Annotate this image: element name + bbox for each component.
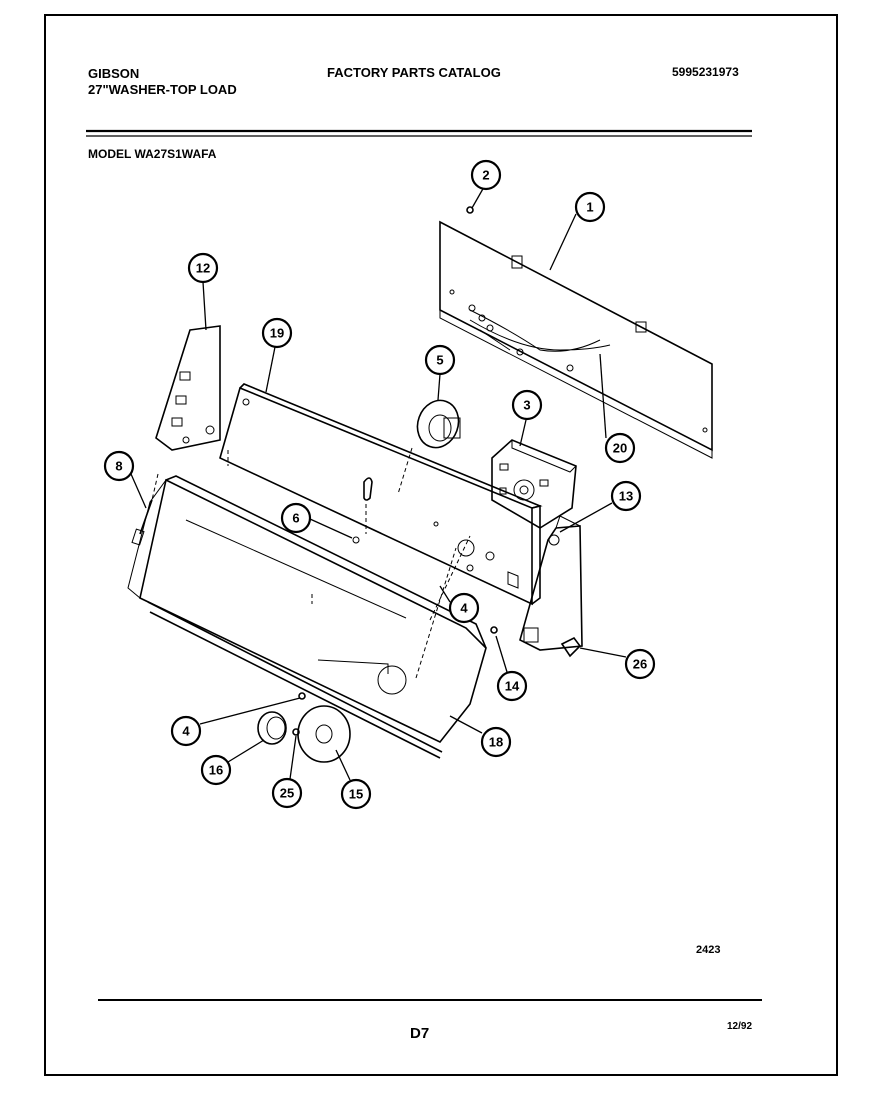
- callout-19: [263, 319, 291, 347]
- callout-label: 4: [460, 600, 468, 616]
- callout-6: [282, 504, 310, 532]
- callout-12: [189, 254, 217, 282]
- callout-3: [513, 391, 541, 419]
- knob-part: [258, 712, 286, 744]
- callout-18: [482, 728, 510, 756]
- catalog-part-number: 5995231973: [672, 65, 739, 79]
- brand-name: GIBSON: [88, 66, 140, 81]
- drawing-code: 2423: [696, 944, 721, 956]
- side-bracket-part: [520, 516, 582, 650]
- callout-4-lower: [172, 717, 200, 745]
- callout-8: [105, 452, 133, 480]
- clip-part: [353, 478, 372, 543]
- callout-label: 5: [436, 352, 444, 368]
- callout-label: 1: [586, 199, 594, 215]
- callout-label: 18: [488, 734, 504, 750]
- model-number: MODEL WA27S1WAFA: [88, 147, 217, 161]
- callout-20: [606, 434, 634, 462]
- callout-14: [498, 672, 526, 700]
- callout-label: 8: [115, 458, 123, 474]
- callout-label: 2: [482, 167, 490, 183]
- rear-panel-part: [440, 222, 712, 458]
- timer-part: [492, 440, 576, 528]
- dial-skirt-part: [298, 706, 350, 762]
- callout-label: 12: [195, 260, 211, 276]
- callout-4-upper: [450, 594, 478, 622]
- callout-2: [472, 161, 500, 189]
- callout-label: 6: [292, 510, 300, 526]
- callout-label: 16: [208, 762, 224, 778]
- callout-label: 25: [279, 785, 295, 801]
- selector-switch-part: [398, 395, 465, 494]
- callout-5: [426, 346, 454, 374]
- callout-26: [626, 650, 654, 678]
- callout-label: 15: [348, 786, 364, 802]
- catalog-title: FACTORY PARTS CATALOG: [327, 65, 501, 80]
- revision-date: 12/92: [727, 1021, 753, 1032]
- callout-15: [342, 780, 370, 808]
- callout-label: 19: [269, 325, 285, 341]
- callout-25: [273, 779, 301, 807]
- page-number: D7: [410, 1025, 430, 1042]
- callout-label: 3: [523, 397, 531, 413]
- callout-label: 4: [182, 723, 190, 739]
- callout-label: 26: [632, 656, 648, 672]
- appliance-type: 27"WASHER-TOP LOAD: [88, 82, 237, 97]
- control-bracket-part: [156, 326, 220, 450]
- callout-label: 14: [504, 678, 520, 694]
- callout-13: [612, 482, 640, 510]
- callout-1: [576, 193, 604, 221]
- small-screw-part: [491, 627, 497, 633]
- callout-label: 13: [618, 488, 634, 504]
- callout-16: [202, 756, 230, 784]
- callout-label: 20: [612, 440, 628, 456]
